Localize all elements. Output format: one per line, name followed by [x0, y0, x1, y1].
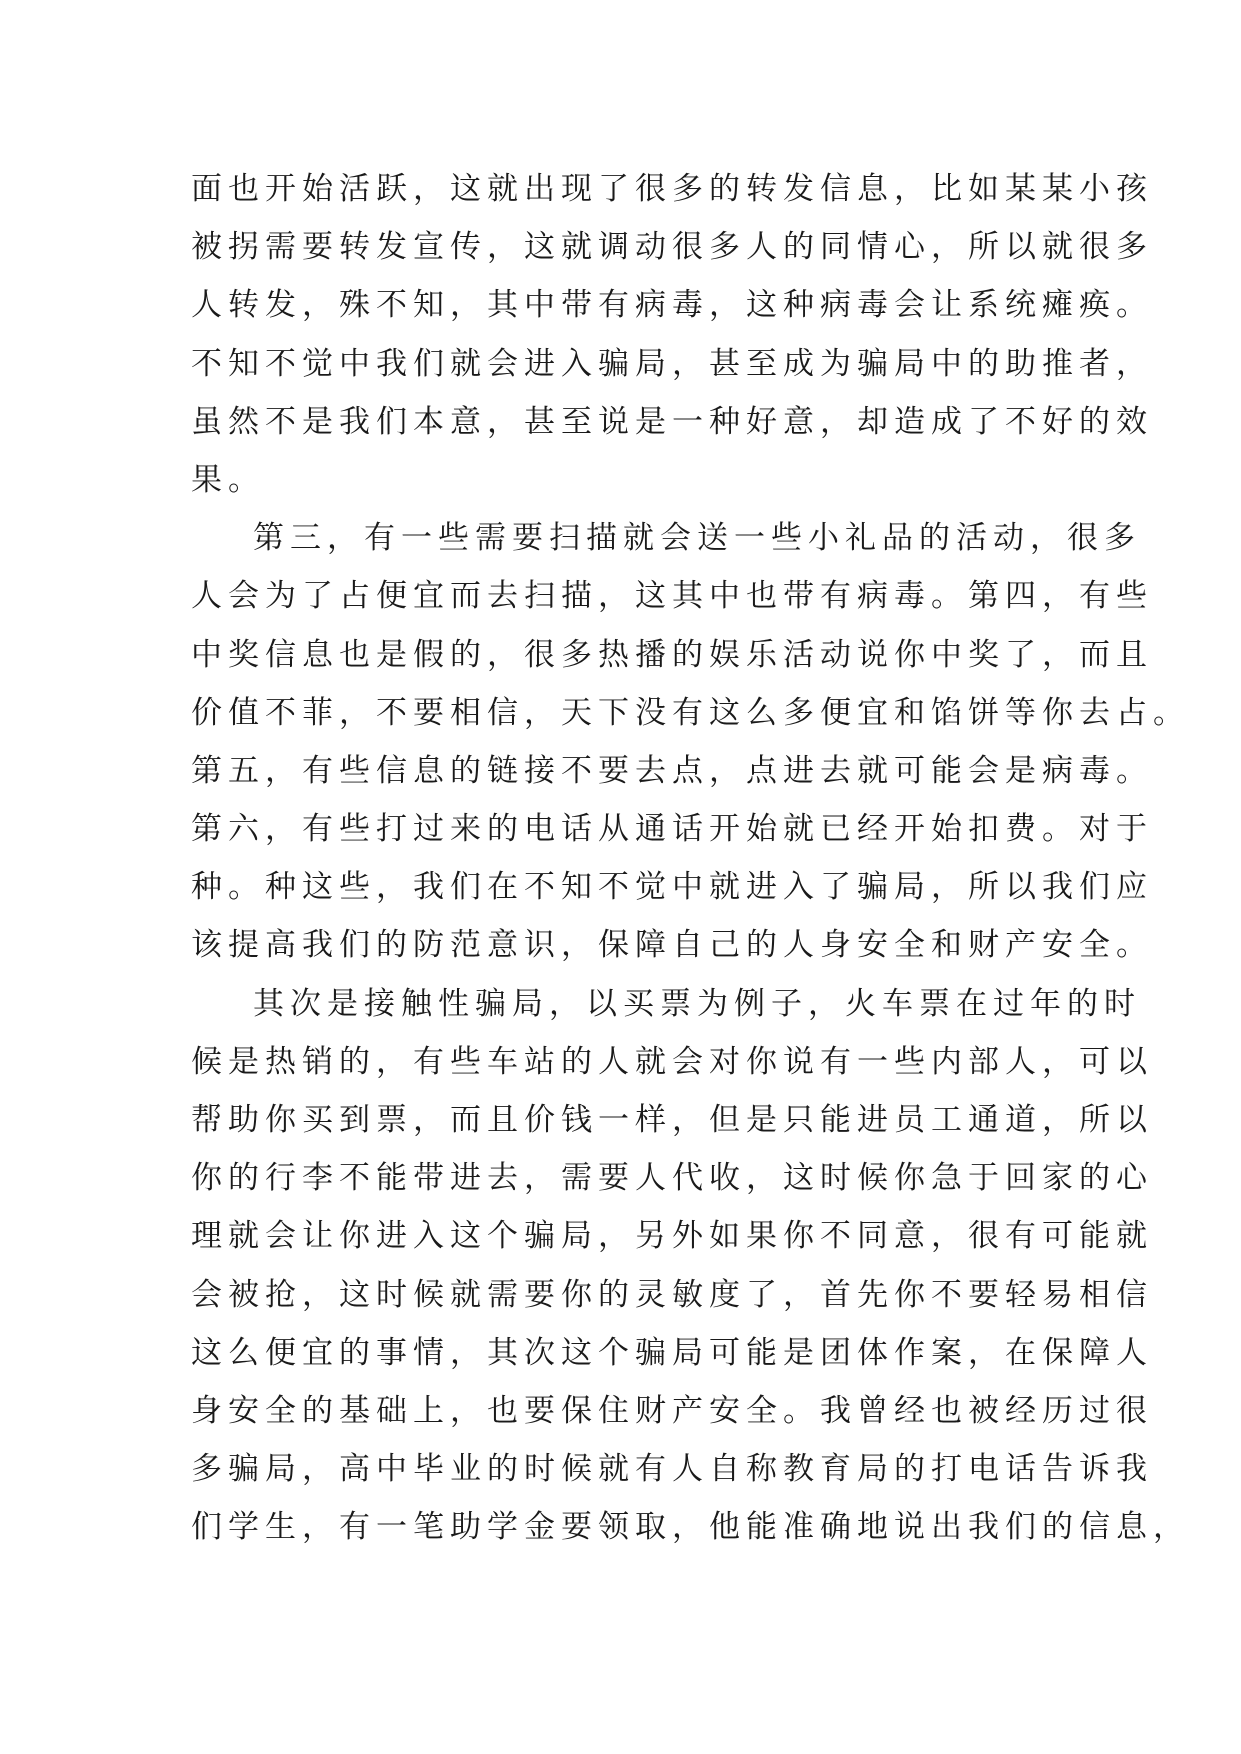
- text-line: 第五，有些信息的链接不要去点，点进去就可能会是病毒。: [191, 752, 1153, 789]
- text-line: 身安全的基础上，也要保住财产安全。我曾经也被经历过很: [191, 1392, 1153, 1429]
- text-line: 被拐需要转发宣传，这就调动很多人的同情心，所以就很多: [191, 229, 1153, 266]
- text-line: 中奖信息也是假的，很多热播的娱乐活动说你中奖了，而且: [191, 636, 1153, 673]
- text-line: 你的行李不能带进去，需要人代收，这时候你急于回家的心: [191, 1160, 1153, 1197]
- text-line: 人会为了占便宜而去扫描，这其中也带有病毒。第四，有些: [191, 578, 1153, 615]
- paragraph-3: [191, 975, 1190, 1557]
- text-line: 多骗局，高中毕业的时候就有人自称教育局的打电话告诉我: [191, 1451, 1153, 1488]
- text-line: 种。种这些，我们在不知不觉中就进入了骗局，所以我们应: [191, 869, 1153, 906]
- text-line: 虽然不是我们本意，甚至说是一种好意，却造成了不好的效: [191, 403, 1153, 440]
- text-line: 理就会让你进入这个骗局，另外如果你不同意，很有可能就: [191, 1218, 1153, 1255]
- text-line: 第三，有一些需要扫描就会送一些小礼品的活动，很多: [253, 520, 1141, 557]
- text-line: 果。: [191, 461, 265, 498]
- text-line: 该提高我们的防范意识，保障自己的人身安全和财产安全。: [191, 927, 1153, 964]
- text-line: 第六，有些打过来的电话从通话开始就已经开始扣费。对于: [191, 811, 1153, 848]
- text-line: 面也开始活跃，这就出现了很多的转发信息，比如某某小孩: [191, 171, 1153, 207]
- paragraph-1: [191, 160, 1153, 509]
- document-body: [191, 160, 1190, 1557]
- text-line: 这么便宜的事情，其次这个骗局可能是团体作案，在保障人: [191, 1334, 1153, 1371]
- text-line: 人转发，殊不知，其中带有病毒，这种病毒会让系统瘫痪。: [191, 287, 1153, 324]
- paragraph-2: [191, 509, 1190, 975]
- text-line: 会被抢，这时候就需要你的灵敏度了，首先你不要轻易相信: [191, 1276, 1153, 1313]
- text-line: 其次是接触性骗局，以买票为例子，火车票在过年的时: [253, 985, 1141, 1022]
- text-line: 们学生，有一笔助学金要领取，他能准确地说出我们的信息，: [191, 1509, 1190, 1546]
- text-line: 价值不菲，不要相信，天下没有这么多便宜和馅饼等你去占。: [191, 694, 1190, 731]
- text-line: 候是热销的，有些车站的人就会对你说有一些内部人，可以: [191, 1043, 1153, 1080]
- text-line: 帮助你买到票，而且价钱一样，但是只能进员工通道，所以: [191, 1102, 1153, 1138]
- text-line: 不知不觉中我们就会进入骗局，甚至成为骗局中的助推者，: [191, 345, 1153, 382]
